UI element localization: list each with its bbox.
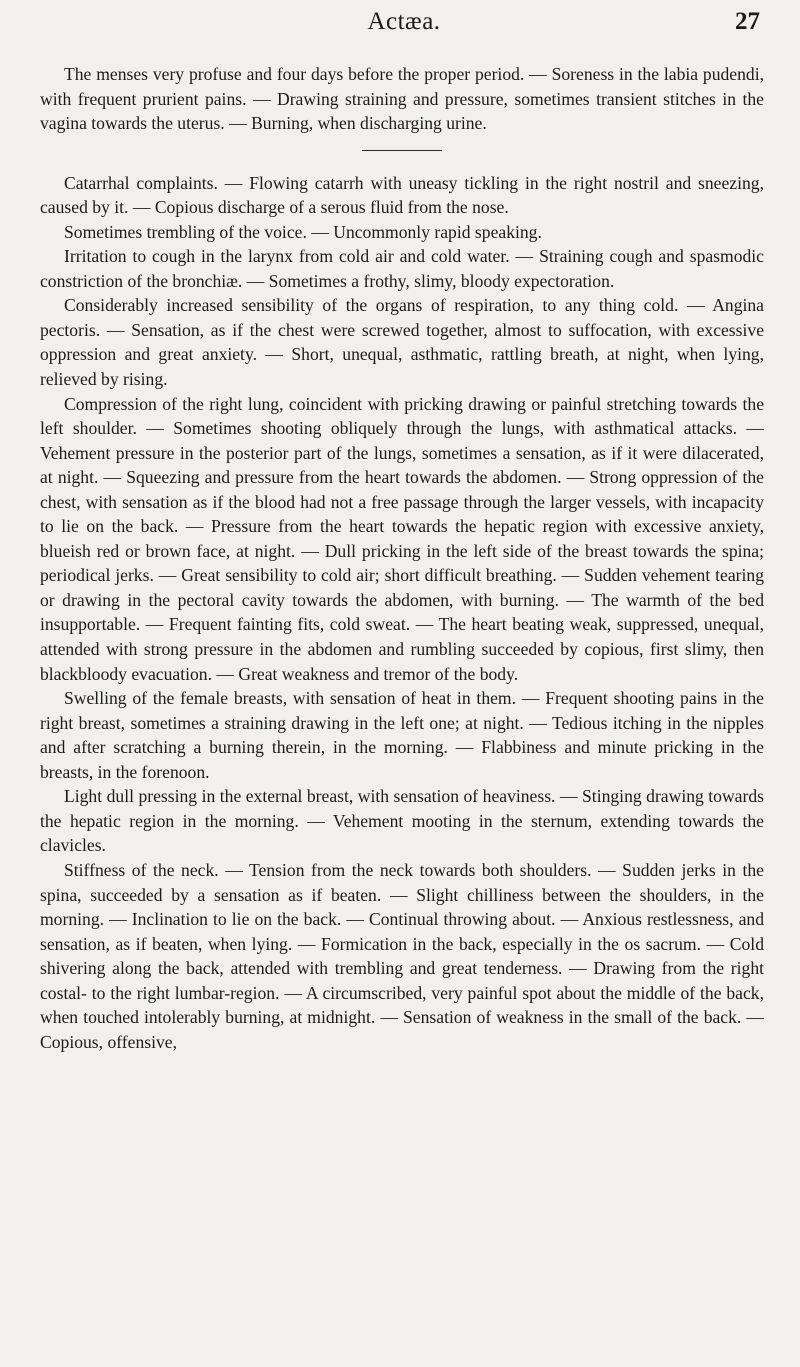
paragraph: The menses very profuse and four days before the proper period. — Soreness in the labia pudendi, with frequent prurient pains. — Drawing straining and pressure, sometimes transient stitches in the vagina towards the uterus. — Burning, when discharging urine.	[40, 64, 764, 134]
section-divider	[362, 150, 442, 151]
running-title: Actæa.	[367, 8, 441, 35]
paragraph: Swelling of the female breasts, with sensation of heat in them. — Frequent shooting pains in the right breast, sometimes a straining drawing in the left one; at night. — Tedious itching in the nipples and after scratching a burning therein, in the morning. — Flabbiness and minute pricking in the breasts, in the forenoon.	[40, 688, 764, 782]
paragraph: Sometimes trembling of the voice. — Uncommonly rapid speaking.	[64, 221, 542, 242]
page-header	[40, 8, 768, 48]
page-number: 27	[735, 8, 760, 35]
body-text	[40, 62, 764, 1054]
paragraph: Considerably increased sensibility of the organs of respiration, to any thing cold. — Angina pectoris. — Sensation, as if the chest were screwed together, almost to suffocation, with excessive oppression and great anxiety. — Short, unequal, asthmatic, rattling breath, at night, when lying, relieved by rising.	[40, 295, 764, 390]
paragraph: Catarrhal complaints. — Flowing catarrh with uneasy tickling in the right nostril and sneezing, caused by it. — Copious discharge of a serous fluid from the nose.	[40, 172, 764, 218]
paragraph: Irritation to cough in the larynx from cold air and cold water. — Straining cough and spasmodic constriction of the bronchiæ. — Sometimes a frothy, slimy, bloody expectoration.	[40, 246, 764, 291]
paragraph: Stiffness of the neck. — Tension from the neck towards both shoulders. — Sudden jerks in the spina, succeeded by a sensation as if beaten. — Slight chilliness between the shoulders, in the morning. — Inclination to lie on the back. — Continual throwing about. — Anxious restlessness, and sensation, as if beaten, when lying. — Formication in the back, especially in the os sacrum. — Cold shivering along the back, attended with trembling and great tenderness. — Drawing from the right costal- to the right lumbar-region. — A circumscribed, very painful spot about the middle of the back, when touched intolerably burning, at midnight. — Sensation of weakness in the small of the back. — Copious, offensive,	[40, 859, 764, 1052]
paragraph: Light dull pressing in the external breast, with sensation of heaviness. — Stinging drawing towards the hepatic region in the morning. — Vehement mooting in the sternum, extending towards the clavicles.	[40, 786, 764, 856]
paragraph: Compression of the right lung, coincident with pricking drawing or painful stretching towards the left shoulder. — Sometimes shooting obliquely through the lungs, with asthmatical attacks. — Vehement pressure in the posterior part of the lungs, sometimes a sensation, as if it were dilacerated, at night. — Squeezing and pressure from the heart towards the abdomen. — Strong oppression of the chest, with sensation as if the blood had not a free passage through the larger vessels, with incapacity to lie on the back. — Pressure from the heart towards the hepatic region with excessive anxiety, blueish red or brown face, at night. — Dull pricking in the left side of the breast towards the spina; periodical jerks. — Great sensibility to cold air; short difficult breathing. — Sudden vehement tearing or drawing in the pectoral cavity towards the abdomen, with burning. — The warmth of the bed insupportable. — Frequent fainting fits, cold sweat. — The heart beating weak, suppressed, unequal, attended with strong pressure in the abdomen and rumbling succeeded by copious, first slimy, then blackbloody evacuation. — Great weakness and tremor of the body.	[40, 393, 764, 684]
